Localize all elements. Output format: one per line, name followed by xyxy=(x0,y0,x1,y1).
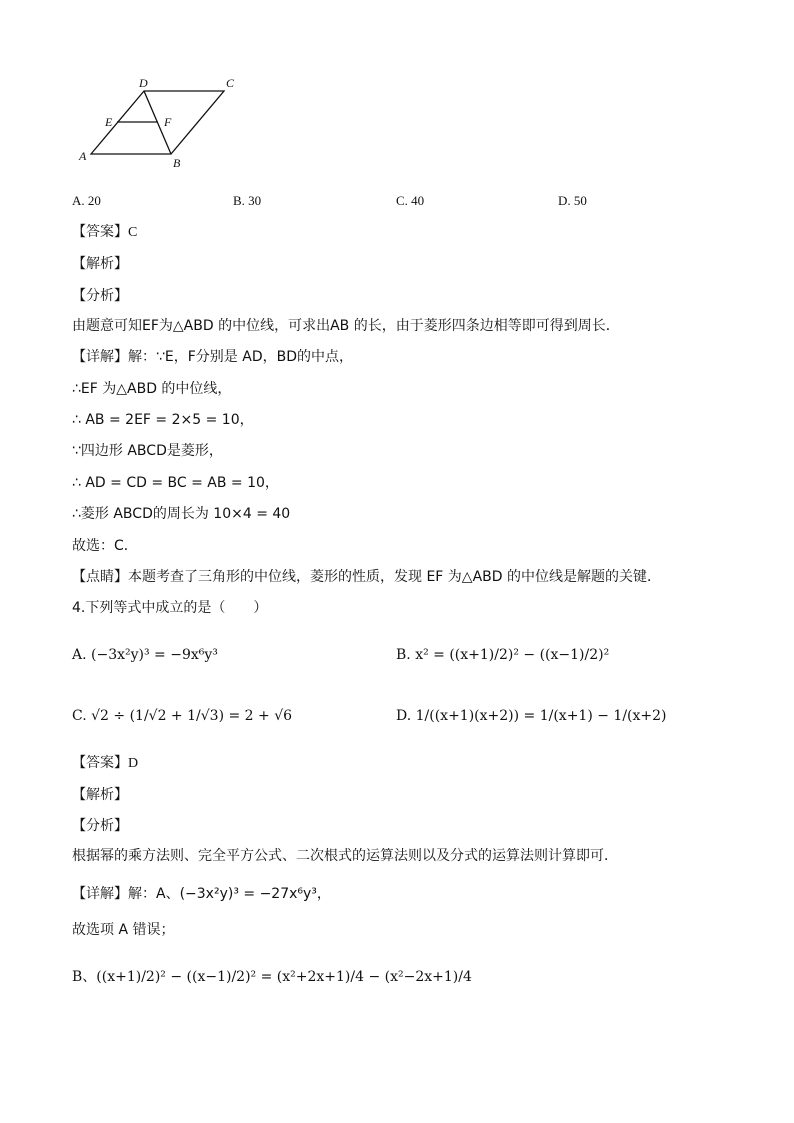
q3-detail-line-5: ∴ AD = CD = BC = AB = 10， xyxy=(72,475,279,491)
answer-tag: 【答案】 xyxy=(72,224,128,240)
answer-tag: 【答案】 xyxy=(72,755,128,771)
q4-stem: 4.下列等式中成立的是（ ） xyxy=(72,600,268,616)
q4-analysis-subtag: 【分析】 xyxy=(72,818,128,834)
q3-analysis-tag: 【解析】 xyxy=(72,256,128,272)
q3-answer: C xyxy=(128,225,138,240)
label-f: F xyxy=(164,115,172,129)
q3-detail-line-3: ∴ AB = 2EF = 2×5 = 10， xyxy=(72,412,254,428)
q3-option-d: D. 50 xyxy=(558,193,587,208)
q3-detail-line-4: ∵四边形 ABCD是菱形， xyxy=(72,443,223,459)
q4-detail-line-1 xyxy=(72,884,331,904)
comment-tag: 【点睛】 xyxy=(72,569,128,585)
q4-detail-line-2: 故选项 A 错误； xyxy=(72,922,175,938)
label-b: B xyxy=(173,156,181,170)
q4-analysis-tag: 【解析】 xyxy=(72,787,128,803)
q4-detail-line-3: B、((x+1)/2)² − ((x−1)/2)² = (x²+2x+1)/4 − (x²−2x+1)/4 xyxy=(72,969,472,985)
q3-answer-line xyxy=(72,222,137,243)
label-a: A xyxy=(79,149,87,163)
label-d: D xyxy=(139,76,148,90)
q4-option-d: D. 1/((x+1)(x+2)) = 1/(x+1) − 1/(x+2) xyxy=(396,708,667,724)
q3-option-a: A. 20 xyxy=(72,193,101,208)
q3-comment-line xyxy=(72,567,661,587)
q4-answer: D xyxy=(128,756,139,771)
q3-detail-line-6: ∴菱形 ABCD的周长为 10×4 = 40 xyxy=(72,506,291,522)
q4-detail-text-1: 解：A、(−3x²y)³ = −27x⁶y³， xyxy=(128,886,331,902)
q3-conclusion: 故选：C． xyxy=(72,538,138,554)
q4-analysis-text: 根据幂的乘方法则、完全平方公式、二次根式的运算法则以及分式的运算法则计算即可． xyxy=(72,848,618,864)
q3-detail-text-1: 解：∵E，F分别是 AD，BD的中点， xyxy=(128,349,353,365)
q4-option-b: B. x² = ((x+1)/2)² − ((x−1)/2)² xyxy=(396,647,610,663)
q3-analysis-subtag: 【分析】 xyxy=(72,288,128,304)
q4-answer-line xyxy=(72,753,138,774)
q3-analysis-text: 由题意可知EF为△ABD 的中位线，可求出AB 的长，由于菱形四条边相等即可得到周长． xyxy=(72,318,620,334)
label-c: C xyxy=(226,76,235,90)
q4-option-c: C. √2 ÷ (1/√2 + 1/√3) = 2 + √6 xyxy=(72,708,293,724)
q3-option-c: C. 40 xyxy=(396,193,425,208)
q3-option-b: B. 30 xyxy=(233,193,262,208)
q3-detail-line-1 xyxy=(72,347,353,367)
q4-option-a: A. (−3x²y)³ = −9x⁶y³ xyxy=(72,647,218,663)
label-e: E xyxy=(105,115,113,129)
detail-tag: 【详解】 xyxy=(72,886,128,902)
detail-tag: 【详解】 xyxy=(72,349,128,365)
q3-comment-text: 本题考查了三角形的中位线，菱形的性质，发现 EF 为△ABD 的中位线是解题的关键． xyxy=(128,569,661,585)
rhombus-figure xyxy=(70,72,250,172)
q3-detail-line-2: ∴EF 为△ABD 的中位线， xyxy=(72,381,232,397)
